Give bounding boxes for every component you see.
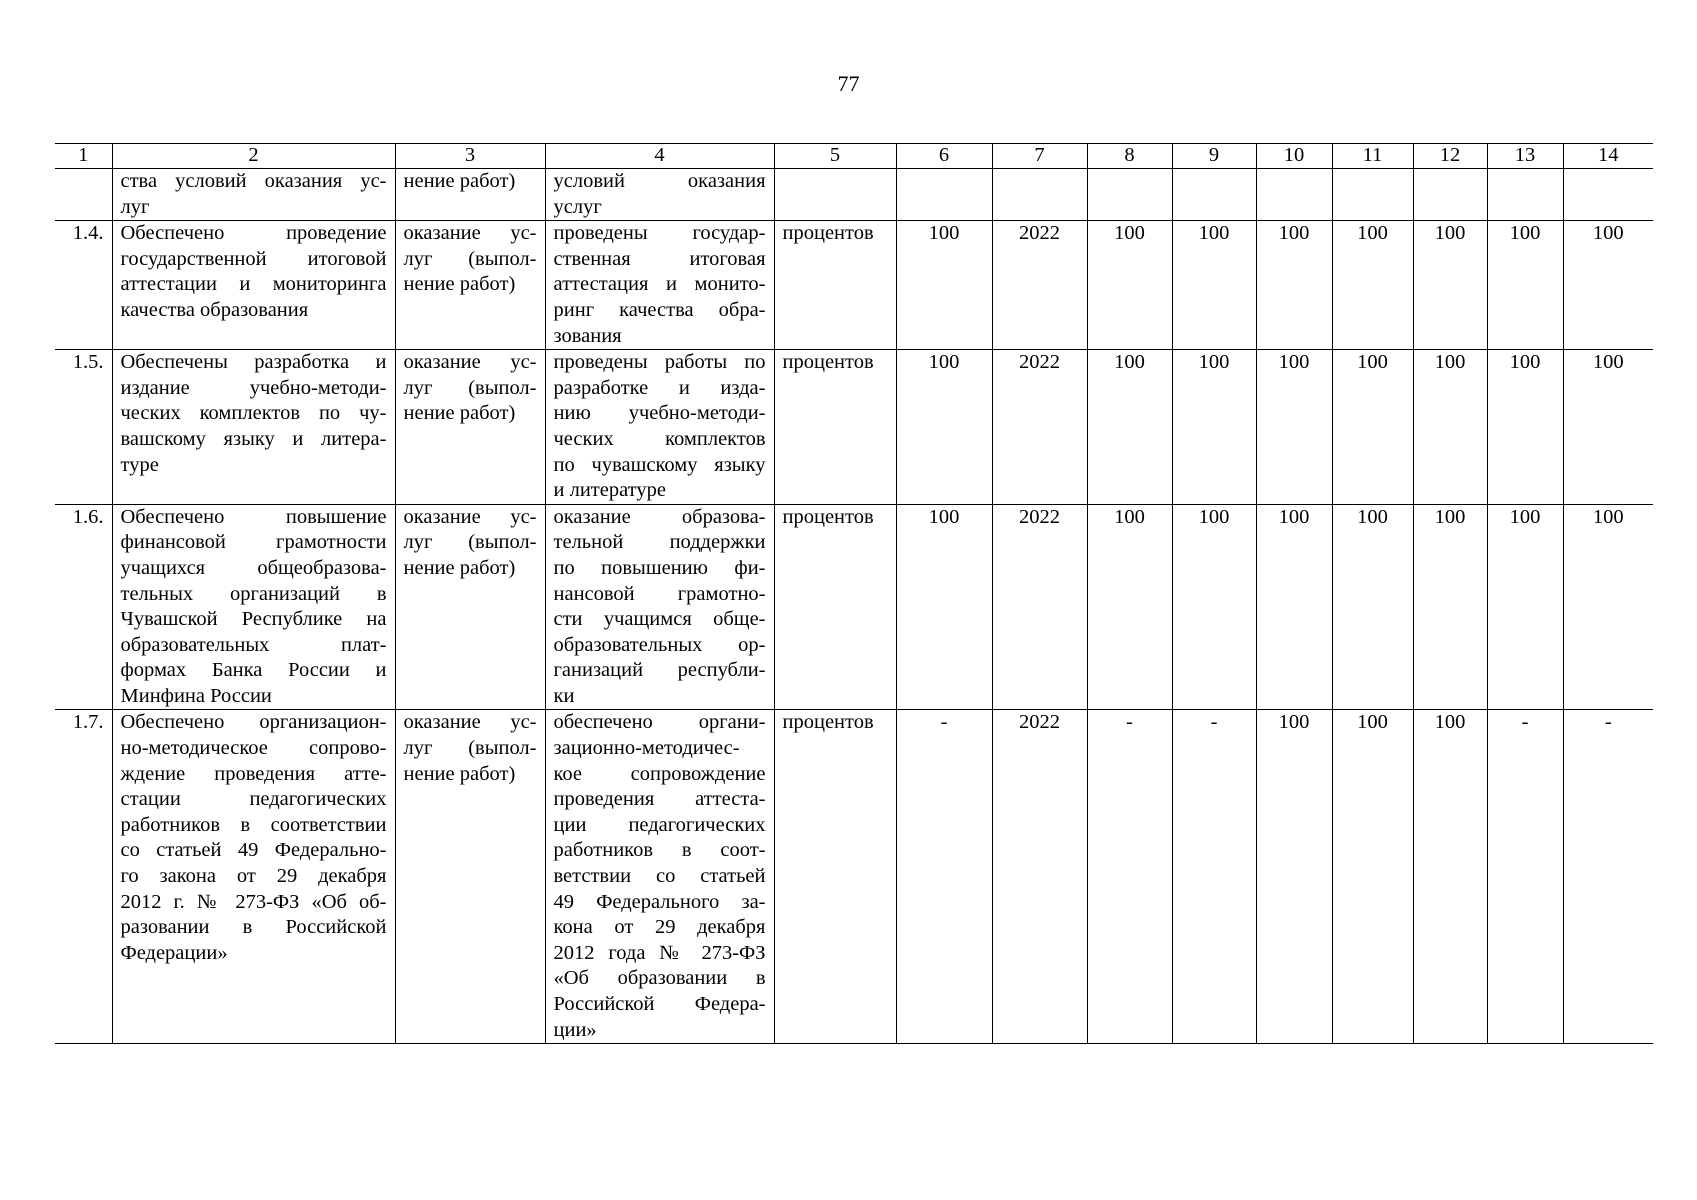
result-description-line: но-методическое сопрово- xyxy=(120,737,387,760)
result-description-line: Обеспечено повышение xyxy=(120,505,387,528)
header-cell-6: 6 xyxy=(896,144,992,169)
indicator-description-line: ветствии со статьей xyxy=(553,865,766,888)
value-col-12: 100 xyxy=(1413,504,1487,710)
value-col-6: 100 xyxy=(896,221,992,350)
value-col-10: 100 xyxy=(1256,221,1332,350)
value-col-7 xyxy=(992,169,1087,221)
indicators-table xyxy=(55,143,1653,1044)
value-col-11 xyxy=(1332,169,1413,221)
service-type-line: оказание ус- xyxy=(403,222,537,245)
indicator-description-line: работников в соот- xyxy=(553,839,766,862)
row-number xyxy=(55,169,112,221)
indicator-description-line: и литературе xyxy=(553,479,666,502)
service-type-line: оказание ус- xyxy=(403,711,537,734)
indicator-description-line: зационно-методичес- xyxy=(553,737,740,760)
value-col-7: 2022 xyxy=(992,710,1087,1044)
result-description-line: стации педагогических xyxy=(120,788,387,811)
result-description-line: Федерации» xyxy=(120,941,228,964)
indicator-description-line: кое сопровождение xyxy=(553,762,766,785)
header-cell-5: 5 xyxy=(774,144,896,169)
service-type-line: нение работ) xyxy=(403,556,516,579)
result-description-line: ждение проведения атте- xyxy=(120,762,387,785)
header-cell-2: 2 xyxy=(112,144,395,169)
result-description-line: туре xyxy=(120,453,159,476)
indicator-description-line: Российской Федера- xyxy=(553,993,766,1015)
result-description-line: Обеспечено проведение xyxy=(120,222,387,245)
service-type-line: нение работ) xyxy=(403,762,516,785)
indicator-description-line: тельной поддержки xyxy=(553,531,766,554)
value-col-13: 100 xyxy=(1487,221,1563,350)
value-col-11: 100 xyxy=(1332,221,1413,350)
result-description-line: аттестации и мониторинга xyxy=(120,273,387,296)
indicator-description-line: обеспечено органи- xyxy=(553,711,766,734)
header-cell-1: 1 xyxy=(55,144,112,169)
value-col-9: - xyxy=(1172,710,1256,1044)
indicator-description xyxy=(545,221,774,350)
indicator-description-line: аттестация и монито- xyxy=(553,273,766,296)
result-description xyxy=(112,350,395,505)
header-cell-9: 9 xyxy=(1172,144,1256,169)
result-description-line: Минфина России xyxy=(120,684,272,707)
result-description-line: Обеспечены разработка и xyxy=(120,351,387,374)
result-description-line: образовательных плат- xyxy=(120,633,387,656)
indicator-description-line: ции» xyxy=(553,1018,597,1041)
value-col-9: 100 xyxy=(1172,221,1256,350)
service-type-line: луг (выпол- xyxy=(403,531,537,554)
value-col-8: - xyxy=(1087,710,1172,1044)
indicator-description xyxy=(545,350,774,505)
result-description-line: вашскому языку и литера- xyxy=(120,427,387,450)
row-number: 1.7. xyxy=(55,710,112,1044)
service-type-line: нение работ) xyxy=(403,273,516,296)
result-description-line: ства условий оказания ус- xyxy=(120,170,387,192)
row-number: 1.4. xyxy=(55,221,112,350)
value-col-10 xyxy=(1256,169,1332,221)
table-row xyxy=(55,504,1653,710)
result-description-line: работников в соответствии xyxy=(120,813,387,836)
indicator-description-line: «Об образовании в xyxy=(553,967,766,990)
value-col-8 xyxy=(1087,169,1172,221)
indicator-description-line: кона от 29 декабря xyxy=(553,916,766,939)
result-description xyxy=(112,504,395,710)
unit-of-measure: процентов xyxy=(774,350,896,505)
value-col-14 xyxy=(1563,169,1653,221)
service-type xyxy=(395,221,545,350)
value-col-12: 100 xyxy=(1413,350,1487,505)
indicator-description-line: проведения аттеста- xyxy=(553,788,766,811)
value-col-6: 100 xyxy=(896,504,992,710)
value-col-7: 2022 xyxy=(992,504,1087,710)
service-type xyxy=(395,169,545,221)
indicator-description-line: ганизаций республи- xyxy=(553,659,766,682)
indicator-description xyxy=(545,504,774,710)
value-col-8: 100 xyxy=(1087,221,1172,350)
result-description-line: луг xyxy=(120,195,150,218)
indicator-description-line: 2012 года № 273-ФЗ xyxy=(553,941,766,964)
row-number: 1.6. xyxy=(55,504,112,710)
value-col-10: 100 xyxy=(1256,350,1332,505)
result-description-line: издание учебно-методи- xyxy=(120,376,387,399)
indicator-description-line: сти учащимся обще- xyxy=(553,608,766,631)
result-description-line: разовании в Российской xyxy=(120,916,387,939)
unit-of-measure: процентов xyxy=(774,504,896,710)
header-cell-10: 10 xyxy=(1256,144,1332,169)
header-cell-11: 11 xyxy=(1332,144,1413,169)
value-col-13 xyxy=(1487,169,1563,221)
value-col-6: 100 xyxy=(896,350,992,505)
indicator-description xyxy=(545,710,774,1044)
value-col-13: 100 xyxy=(1487,504,1563,710)
value-col-14: 100 xyxy=(1563,504,1653,710)
indicator-description-line: по чувашскому языку xyxy=(553,453,766,476)
result-description-line: 2012 г. № 273-ФЗ «Об об- xyxy=(120,890,387,913)
indicator-description-line: разработке и изда- xyxy=(553,376,766,399)
indicator-description-line: услуг xyxy=(553,195,602,218)
indicator-description-line: оказание образова- xyxy=(553,505,766,528)
service-type-line: луг (выпол- xyxy=(403,247,537,270)
service-type-line: нение работ) xyxy=(403,402,516,425)
result-description xyxy=(112,710,395,1044)
indicator-description-line: проведены работы по xyxy=(553,351,766,374)
result-description-line: со статьей 49 Федерально- xyxy=(120,839,387,862)
value-col-13: - xyxy=(1487,710,1563,1044)
header-cell-12: 12 xyxy=(1413,144,1487,169)
header-row xyxy=(55,144,1653,169)
header-cell-8: 8 xyxy=(1087,144,1172,169)
value-col-12: 100 xyxy=(1413,710,1487,1044)
table-row xyxy=(55,169,1653,221)
result-description-line: качества образования xyxy=(120,298,309,321)
service-type xyxy=(395,504,545,710)
indicator-description-line: образовательных ор- xyxy=(553,633,766,656)
value-col-6 xyxy=(896,169,992,221)
header-cell-3: 3 xyxy=(395,144,545,169)
result-description-line: финансовой грамотности xyxy=(120,531,387,554)
value-col-9: 100 xyxy=(1172,504,1256,710)
result-description-line: Обеспечено организацион- xyxy=(120,711,387,734)
result-description-line: учащихся общеобразова- xyxy=(120,556,387,579)
unit-of-measure: процентов xyxy=(774,710,896,1044)
indicator-description-line: ции педагогических xyxy=(553,813,766,836)
indicator-description-line: нансовой грамотно- xyxy=(553,582,766,605)
indicator-description-line: по повышению фи- xyxy=(553,556,766,579)
service-type xyxy=(395,710,545,1044)
result-description-line: тельных организаций в xyxy=(120,582,387,605)
indicator-description-line: зования xyxy=(553,324,622,347)
value-col-9 xyxy=(1172,169,1256,221)
result-description-line: формах Банка России и xyxy=(120,659,387,682)
indicator-description-line: ки xyxy=(553,684,575,707)
indicator-description-line: 49 Федерального за- xyxy=(553,890,766,913)
result-description-line: го закона от 29 декабря xyxy=(120,865,387,888)
service-type-line: оказание ус- xyxy=(403,505,537,528)
result-description-line: Чувашской Республике на xyxy=(120,608,387,631)
unit-of-measure xyxy=(774,169,896,221)
value-col-6: - xyxy=(896,710,992,1044)
value-col-11: 100 xyxy=(1332,350,1413,505)
indicator-description-line: проведены государ- xyxy=(553,222,766,245)
unit-of-measure: процентов xyxy=(774,221,896,350)
value-col-11: 100 xyxy=(1332,710,1413,1044)
table-row xyxy=(55,350,1653,505)
service-type-line: нение работ) xyxy=(403,170,516,192)
value-col-12 xyxy=(1413,169,1487,221)
result-description xyxy=(112,169,395,221)
value-col-11: 100 xyxy=(1332,504,1413,710)
header-cell-4: 4 xyxy=(545,144,774,169)
indicator-description-line: ринг качества обра- xyxy=(553,298,766,321)
service-type-line: луг (выпол- xyxy=(403,376,537,399)
result-description-line: ческих комплектов по чу- xyxy=(120,402,387,425)
indicator-description-line: ческих комплектов xyxy=(553,427,766,450)
row-number: 1.5. xyxy=(55,350,112,505)
table-row xyxy=(55,710,1653,1044)
service-type-line: луг (выпол- xyxy=(403,737,537,760)
value-col-12: 100 xyxy=(1413,221,1487,350)
value-col-10: 100 xyxy=(1256,504,1332,710)
indicator-description-line: условий оказания xyxy=(553,170,766,192)
result-description xyxy=(112,221,395,350)
value-col-10: 100 xyxy=(1256,710,1332,1044)
service-type xyxy=(395,350,545,505)
header-cell-13: 13 xyxy=(1487,144,1563,169)
result-description-line: государственной итоговой xyxy=(120,247,387,270)
indicator-description-line: нию учебно-методи- xyxy=(553,402,766,425)
indicator-description-line: ственная итоговая xyxy=(553,247,766,270)
value-col-8: 100 xyxy=(1087,350,1172,505)
value-col-8: 100 xyxy=(1087,504,1172,710)
indicator-description xyxy=(545,169,774,221)
value-col-9: 100 xyxy=(1172,350,1256,505)
service-type-line: оказание ус- xyxy=(403,351,537,374)
value-col-14: 100 xyxy=(1563,350,1653,505)
header-cell-14: 14 xyxy=(1563,144,1653,169)
value-col-7: 2022 xyxy=(992,221,1087,350)
table-row xyxy=(55,221,1653,350)
value-col-14: - xyxy=(1563,710,1653,1044)
value-col-7: 2022 xyxy=(992,350,1087,505)
value-col-13: 100 xyxy=(1487,350,1563,505)
page-number: 77 xyxy=(837,71,860,96)
header-cell-7: 7 xyxy=(992,144,1087,169)
value-col-14: 100 xyxy=(1563,221,1653,350)
